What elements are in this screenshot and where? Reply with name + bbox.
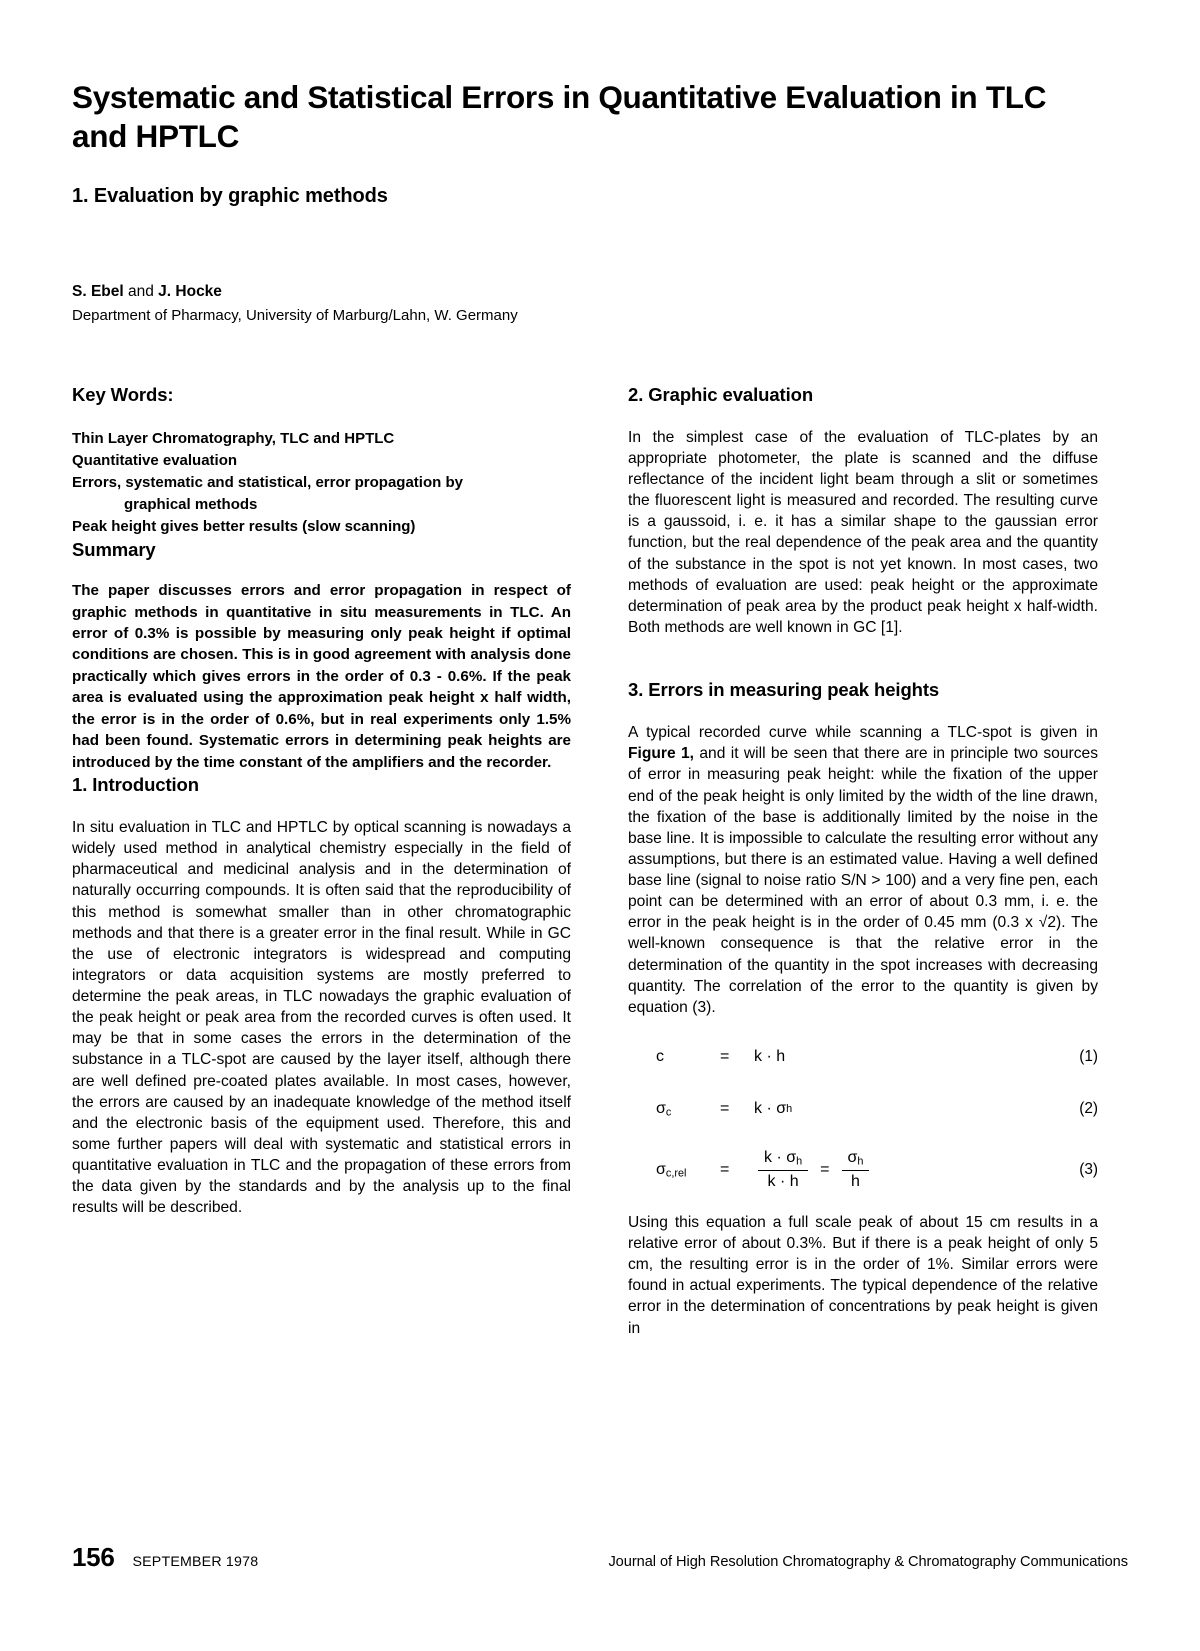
- page-footer: [72, 1542, 1128, 1573]
- equation-1: [628, 1044, 1098, 1070]
- peak-heights-paragraph-1: [628, 722, 1098, 1018]
- equation-2-number: (2): [1079, 1099, 1098, 1117]
- peak-heights-heading: 3. Errors in measuring peak heights: [628, 679, 940, 701]
- equation-2-lhs: [628, 1100, 720, 1118]
- equation-3-lhs-subscript: c,rel: [665, 1167, 687, 1180]
- equation-block: [628, 1044, 1098, 1192]
- keyword-line-3-continued: graphical methods: [124, 495, 258, 513]
- equation-3-fraction-1-numerator: [758, 1148, 808, 1171]
- issue-date: SEPTEMBER 1978: [132, 1554, 259, 1570]
- equation-3-lhs: [628, 1161, 720, 1179]
- page-subtitle: 1. Evaluation by graphic methods: [72, 185, 388, 208]
- author-first: S. Ebel: [72, 283, 124, 301]
- equation-3-lhs-symbol: σ: [656, 1160, 666, 1178]
- equation-2-lhs-symbol: σ: [656, 1099, 666, 1117]
- keyword-line-2: Quantitative evaluation: [72, 451, 238, 469]
- two-column-layout: [72, 383, 1128, 1339]
- keywords-list: [72, 428, 571, 538]
- graphic-evaluation-text: In the simplest case of the evaluation of TLC-plates by an appropriate photometer, the plate is scanned and the diffuse reflectance of the incident light beam through a slit or sometimes the fluorescent light is measured and recorded. The resulting curve is a gaussoid, i. e. it has a similar shape to the gaussian error function, but the real dependence of the peak area and the quantity of the substance in the spot is not yet known. In most cases, two methods of evaluation are used: peak height or the approximate determination of peak area by the product peak height x half-width. Both methods are well known in GC [1].: [628, 428, 1098, 636]
- keyword-line-3: Errors, systematic and statistical, error propagation by: [72, 473, 463, 491]
- page-number: 156: [72, 1542, 115, 1572]
- introduction-heading: 1. Introduction: [72, 773, 199, 795]
- peak-heights-para1-a: A typical recorded curve while scanning a TLC-spot is given in: [628, 724, 1098, 742]
- equation-3-frac2-num-sub: h: [857, 1155, 864, 1168]
- equation-3-rhs: [754, 1148, 1046, 1192]
- introduction-text: In situ evaluation in TLC and HPTLC by optical scanning is nowadays a widely used method in analytical chemistry especially in the field of pharmaceutical and medicinal analysis and in the determination of naturally occurring compounds. It is often said that the reproducibility of this method is somewhat smaller than in other chromatographic methods and that there is a greater error in the final result. While in GC the use of electronic integrators is widespread and computing integrators or data acquisition systems are mostly preferred to determine the peak areas, in TLC nowadays the graphic evaluation of the peak height or peak area from the recorded curves is often used. It may be that in some cases the errors in the determination of the substance in a TLC-spot are caused by the layer itself, although there are well defined pre-coated plates available. In most cases, however, the errors are caused by an inadequate knowledge of the method itself and the electronic basis of the equipment used. Therefore, this and some further papers will deal with systematic and statistical errors in quantitative evaluation in TLC and the propagation of these errors from the data given by the standards and by the analysis up to the final results will be described.: [72, 819, 571, 1217]
- left-column: [72, 383, 571, 1339]
- page-title: Systematic and Statistical Errors in Quantitative Evaluation in TLC and HPTLC: [72, 79, 1047, 154]
- equation-3-mid-equals: =: [820, 1160, 830, 1178]
- equation-3-number: (3): [1079, 1160, 1098, 1178]
- equation-3-frac2-num-text: σ: [847, 1148, 858, 1166]
- figure-reference: Figure 1,: [628, 745, 695, 763]
- equation-1-rhs-text: k · h: [754, 1047, 786, 1065]
- equation-3-frac1-num-sub: h: [796, 1155, 803, 1168]
- equation-1-rhs: [754, 1048, 1046, 1066]
- graphic-evaluation-heading: 2. Graphic evaluation: [628, 383, 814, 405]
- peak-heights-para1-b: and it will be seen that there are in principle two sources of error in measuring peak height: while the fixation of the upper end of the peak height is only limited by the width of the line drawn, the fixation of the base is additionally limited by the noise in the base line. It is impossible to calculate the resulting error without any assumptions, but there is an estimated value. Having a well defined base line (signal to noise ratio S/N > 100) and a very fine pen, each point can be determined with an error of about 0.3 mm, i. e. the error in the peak height is in the order of 0.45 mm (0.3 x √2). The well-known consequence is that the relative error in the determination of the quantity in the spot increases with decreasing quantity. The correlation of the error to the quantity is given by equation (3).: [628, 745, 1098, 1016]
- author-names: [72, 281, 1128, 303]
- author-joiner: and: [123, 283, 159, 301]
- equation-2-rhs-text: k · σ: [754, 1099, 787, 1117]
- equation-2-rhs: [754, 1100, 1046, 1118]
- affiliation: Department of Pharmacy, University of Marburg/Lahn, W. Germany: [72, 306, 518, 324]
- equation-3-fraction-2-denominator: h: [851, 1172, 860, 1190]
- equation-2-rhs-subscript: h: [786, 1102, 793, 1115]
- equation-2-lhs-subscript: c: [665, 1106, 672, 1119]
- keyword-line-4: Peak height gives better results (slow scanning): [72, 518, 416, 535]
- author-second: J. Hocke: [158, 283, 222, 301]
- journal-title: Journal of High Resolution Chromatography & Chromatography Communications: [608, 1554, 1128, 1570]
- equation-3-frac1-num-text: k · σ: [764, 1148, 797, 1166]
- right-column: [628, 383, 1098, 1339]
- equation-3-fraction-1: [758, 1148, 808, 1192]
- equation-3-fraction-1-denominator: k · h: [767, 1172, 799, 1190]
- equation-2: [628, 1096, 1098, 1122]
- equation-3-fraction-2: [842, 1148, 870, 1192]
- summary-text: The paper discusses errors and error propagation in respect of graphic methods in quantitative in situ measurements in TLC. An error of 0.3% is possible by measuring only peak height if optimal conditions are chosen. This is in good agreement with analysis done practically which gives errors in the order of 0.3 - 0.6%. If the peak area is evaluated using the approximation peak height x half width, the error is in the order of 0.6%, but in real experiments only 1.5% had been found. Systematic errors in determining peak heights are introduced by the time constant of the amplifiers and the recorder.: [72, 582, 571, 771]
- equation-1-lhs: c: [656, 1047, 664, 1065]
- keywords-heading: Key Words:: [72, 383, 174, 405]
- peak-heights-paragraph-2: Using this equation a full scale peak of about 15 cm results in a relative error of about 0.3%. But if there is a peak height of only 5 cm, the resulting error is in the order of 1%. Similar errors were found in actual experiments. The typical dependence of the relative error in the determination of concentrations by peak height is given in: [628, 1213, 1098, 1337]
- equation-1-equals: =: [720, 1047, 730, 1065]
- author-block: [72, 281, 1128, 326]
- equation-1-number: (1): [1079, 1047, 1098, 1065]
- keyword-line-1: Thin Layer Chromatography, TLC and HPTLC: [72, 429, 395, 447]
- equation-3-equals: =: [720, 1160, 730, 1178]
- equation-3-fraction-2-numerator: [842, 1148, 870, 1171]
- summary-heading: Summary: [72, 539, 156, 561]
- equation-3: [628, 1148, 1098, 1192]
- equation-2-equals: =: [720, 1099, 730, 1117]
- footer-left-group: [72, 1542, 258, 1573]
